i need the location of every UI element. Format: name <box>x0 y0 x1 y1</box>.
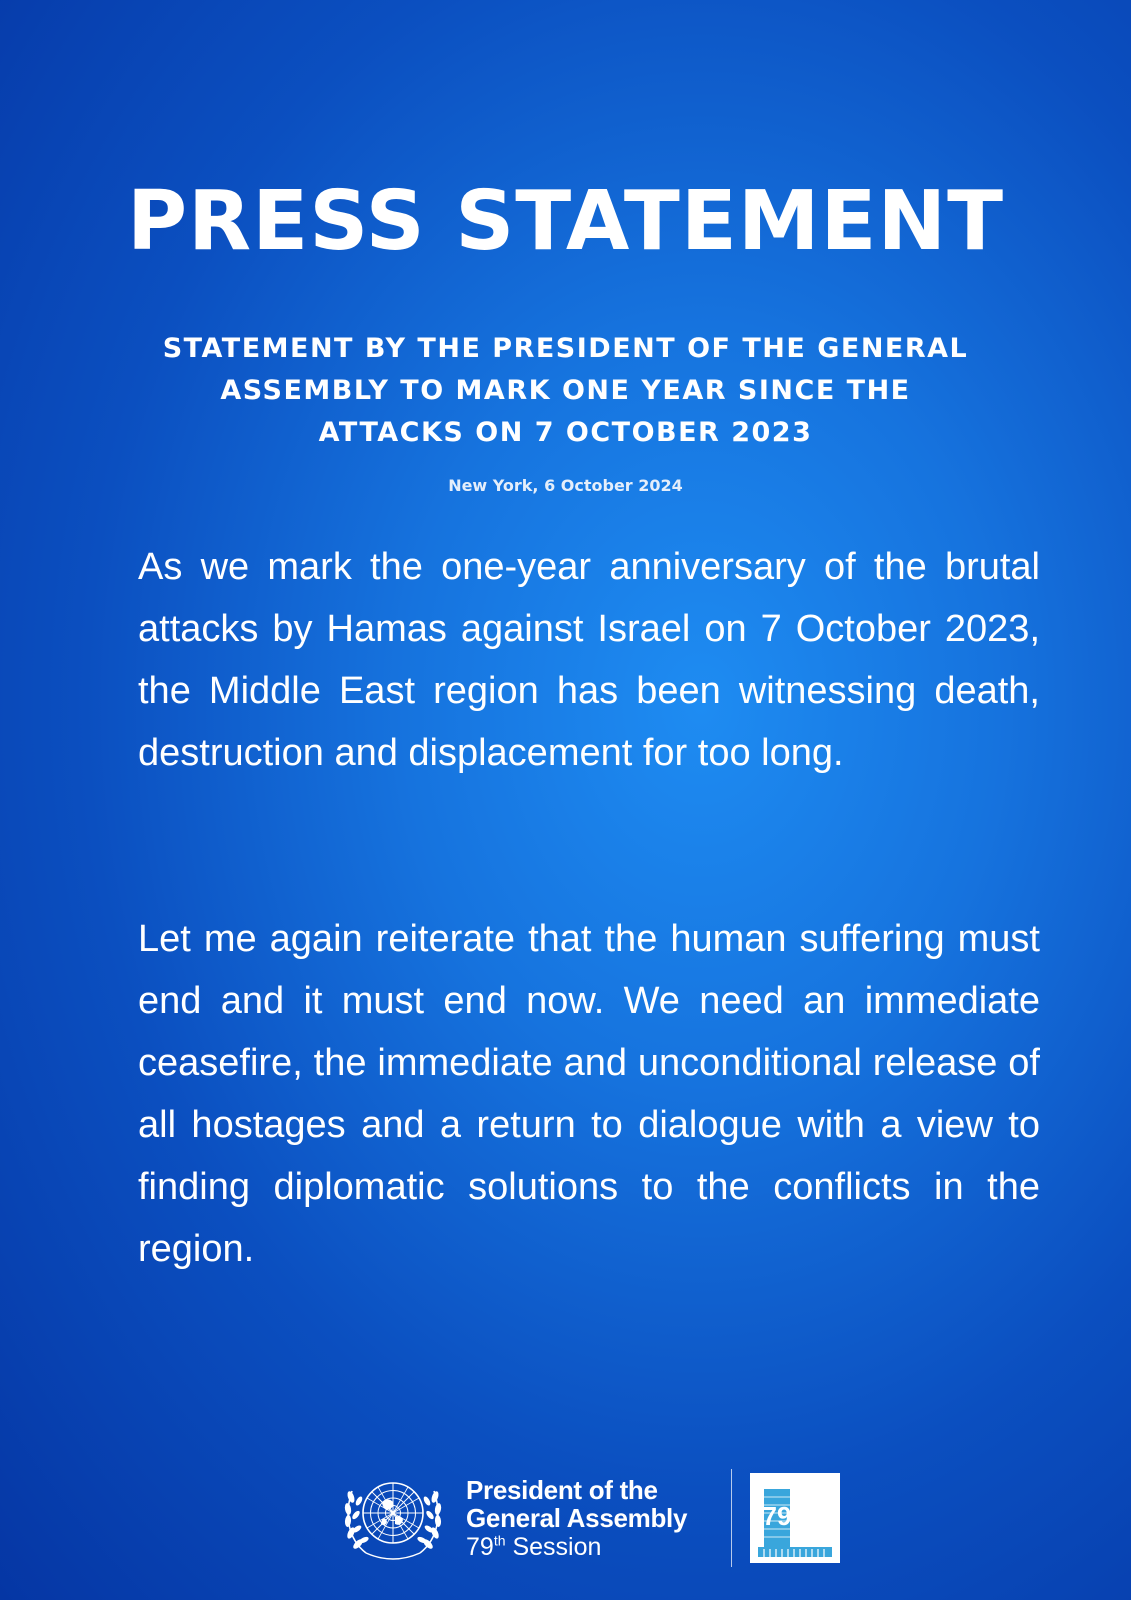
statement-paragraph-2: Let me again reiterate that the human suffering must end and it must end now. We need an immediate ceasefire, the immediate and unconditional release of all hostages and a return to dialogue with a view to finding diplomatic solutions to the conflicts in the region. <box>138 918 1040 1270</box>
subtitle-line: ASSEMBLY TO MARK ONE YEAR SINCE THE <box>220 375 911 406</box>
page-title: PRESS STATEMENT <box>126 174 1005 269</box>
session-label <box>466 1532 726 1562</box>
subtitle-line: STATEMENT BY THE PRESIDENT OF THE GENERAL <box>162 333 969 364</box>
un-emblem-icon <box>338 1467 448 1571</box>
session-logo-number: 79 <box>762 1501 792 1531</box>
pga-wordmark <box>466 1476 726 1562</box>
session-word: Session <box>512 1533 602 1561</box>
org-name-line-2: General Assembly <box>466 1503 688 1533</box>
session-ordinal-suffix: th <box>493 1532 506 1549</box>
statement-subtitle <box>100 328 1031 454</box>
subtitle-line: ATTACKS ON 7 OCTOBER 2023 <box>318 417 813 448</box>
session-79-logo-icon <box>750 1473 840 1563</box>
footer-divider <box>731 1469 732 1567</box>
dateline: New York, 6 October 2024 <box>448 476 683 495</box>
org-name-line-1: President of the <box>466 1475 658 1505</box>
statement-paragraph-1: As we mark the one-year anniversary of the brutal attacks by Hamas against Israel on 7 October 2023, the Middle East region has been witnessing death, destruction and displacement for too long. <box>138 546 1040 774</box>
footer <box>0 1467 1131 1567</box>
session-number: 79 <box>466 1533 494 1561</box>
